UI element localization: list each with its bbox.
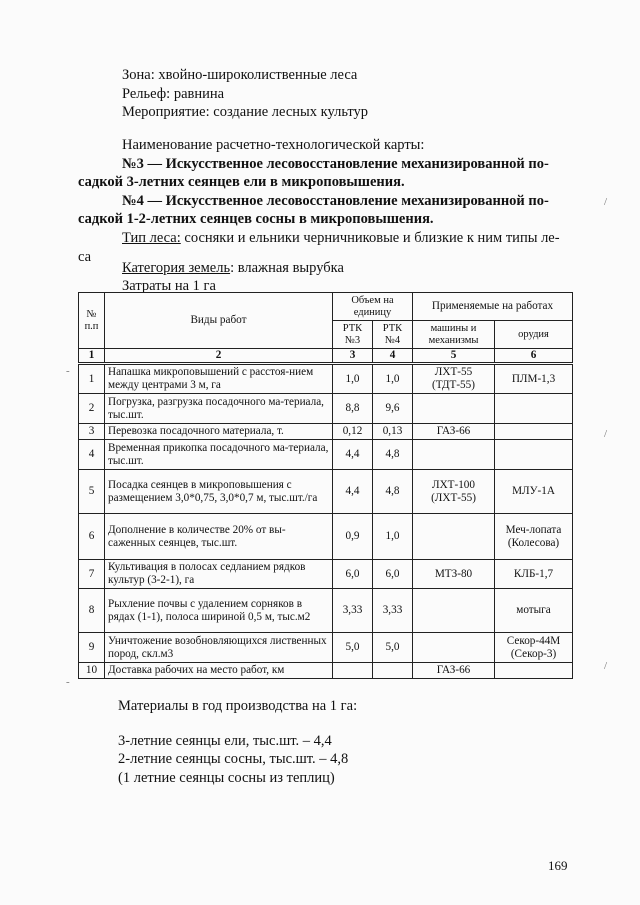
work-name: Культивация в полосах седланием рядков культур (3-2-1), га: [105, 560, 333, 589]
machines-cell: ГАЗ-66: [413, 663, 495, 679]
machines-cell: ГАЗ-66: [413, 424, 495, 440]
land-category-label: Категория земель: [122, 260, 231, 276]
rtk4-value: 6,0: [373, 560, 413, 589]
header-volume: Объем на единицу: [333, 293, 413, 321]
list-item: 3-летние сеянцы ели, тыс.шт. – 4,4: [118, 732, 332, 749]
row-number: 4: [79, 440, 105, 470]
list-item: 2-летние сеянцы сосны, тыс.шт. – 4,8: [118, 751, 349, 767]
tools-cell: Секор-44М (Секор-3): [495, 633, 573, 663]
card-title-block: [78, 136, 578, 229]
forest-type-cont: са: [78, 248, 92, 265]
tools-cell: [495, 394, 573, 424]
header-tools: орудия: [495, 321, 573, 349]
rtk3-value: 4,4: [333, 440, 373, 470]
column-number: 4: [373, 349, 413, 364]
rtk4-value: 0,13: [373, 424, 413, 440]
work-name: Доставка рабочих на место работ, км: [105, 663, 333, 679]
rtk3-value: [333, 663, 373, 679]
row-number: 7: [79, 560, 105, 589]
card-item-3-rest: садкой 3-летних сеянцев ели в микроповышения.: [78, 174, 405, 190]
margin-mark: -: [66, 676, 70, 688]
machines-cell: ЛХТ-100 (ЛХТ-55): [413, 470, 495, 514]
tools-cell: Меч-лопата (Колесова): [495, 514, 573, 560]
card-caption: Наименование расчетно-технологической карты:: [122, 137, 425, 153]
margin-mark: /: [604, 660, 608, 672]
zone-line: Зона: хвойно-широколиственные леса: [122, 67, 358, 83]
table-row: [79, 633, 573, 663]
rtk4-value: 4,8: [373, 470, 413, 514]
table-row: [79, 470, 573, 514]
column-number: 1: [79, 349, 105, 364]
card-item-3-lead: №3 — Искусственное лесовосстановление механизированной по-: [122, 155, 549, 172]
measure-line: Мероприятие: создание лесных культур: [122, 104, 369, 120]
machines-cell: [413, 440, 495, 470]
rtk3-value: 0,12: [333, 424, 373, 440]
margin-mark: -: [66, 365, 70, 377]
rtk3-value: 8,8: [333, 394, 373, 424]
machines-cell: [413, 514, 495, 560]
work-name: Дополнение в количестве 20% от вы-саженных сеянцев, тыс.шт.: [105, 514, 333, 560]
land-category: [122, 259, 344, 295]
rtk3-value: 4,4: [333, 470, 373, 514]
card-item-4-lead: №4 — Искусственное лесовосстановление механизированной по-: [122, 192, 549, 209]
work-name: Уничтожение возобновляющихся лиственных пород, скл.м3: [105, 633, 333, 663]
machines-cell: МТЗ-80: [413, 560, 495, 589]
card-item-4-rest: садкой 1-2-летних сеянцев сосны в микроповышения.: [78, 211, 434, 227]
machines-cell: ЛХТ-55 (ТДТ-55): [413, 364, 495, 394]
row-number: 10: [79, 663, 105, 679]
header-works: Виды работ: [105, 293, 333, 349]
tools-cell: КЛБ-1,7: [495, 560, 573, 589]
materials-block: [118, 697, 357, 787]
row-number: 2: [79, 394, 105, 424]
header-applied: Применяемые на работах: [413, 293, 573, 321]
tools-cell: [495, 663, 573, 679]
table-row: [79, 663, 573, 679]
site-conditions: [122, 66, 368, 122]
table-row: [79, 589, 573, 633]
rtk4-value: 1,0: [373, 364, 413, 394]
rtk3-value: 5,0: [333, 633, 373, 663]
table-row: [79, 560, 573, 589]
tools-cell: [495, 424, 573, 440]
page-number: 169: [548, 858, 568, 873]
row-number: 9: [79, 633, 105, 663]
tools-cell: ПЛМ-1,3: [495, 364, 573, 394]
column-number: 6: [495, 349, 573, 364]
forest-type-text: сосняки и ельники черничниковые и близкие к ним типы ле-: [180, 230, 560, 246]
rtk3-value: 3,33: [333, 589, 373, 633]
land-category-text: : влажная вырубка: [230, 260, 344, 276]
row-number: 1: [79, 364, 105, 394]
row-number: 5: [79, 470, 105, 514]
rtk3-value: 6,0: [333, 560, 373, 589]
row-number: 6: [79, 514, 105, 560]
materials-heading: Материалы в год производства на 1 га:: [118, 698, 358, 714]
table-row: [79, 514, 573, 560]
list-item: (1 летние сеянцы сосны из теплиц): [118, 769, 335, 786]
work-name: Погрузка, разгрузка посадочного ма-териала, тыс.шт.: [105, 394, 333, 424]
column-number: 2: [105, 349, 333, 364]
materials-list: [118, 732, 357, 788]
works-table: [78, 292, 573, 679]
forest-type-label: Тип леса:: [122, 230, 181, 246]
machines-cell: [413, 589, 495, 633]
work-name: Рыхление почвы с удалением сорняков в рядах (1-1), полоса шириной 0,5 м, тыс.м2: [105, 589, 333, 633]
relief-line: Рельеф: равнина: [122, 85, 225, 102]
work-name: Напашка микроповышений с расстоя-нием между центрами 3 м, га: [105, 364, 333, 394]
rtk3-value: 0,9: [333, 514, 373, 560]
costs-line: Затраты на 1 га: [122, 278, 216, 294]
margin-mark: /: [604, 428, 608, 440]
work-name: Временная прикопка посадочного ма-териала, тыс.шт.: [105, 440, 333, 470]
table-row: [79, 424, 573, 440]
rtk4-value: [373, 663, 413, 679]
margin-mark: /: [604, 196, 608, 208]
rtk3-value: 1,0: [333, 364, 373, 394]
card-item-3: [78, 155, 578, 192]
header-rtk4: РТК №4: [373, 321, 413, 349]
rtk4-value: 1,0: [373, 514, 413, 560]
card-item-4: [78, 192, 578, 229]
rtk4-value: 3,33: [373, 589, 413, 633]
rtk4-value: 5,0: [373, 633, 413, 663]
work-name: Перевозка посадочного материала, т.: [105, 424, 333, 440]
machines-cell: [413, 633, 495, 663]
row-number: 3: [79, 424, 105, 440]
rtk4-value: 9,6: [373, 394, 413, 424]
tools-cell: мотыга: [495, 589, 573, 633]
tools-cell: [495, 440, 573, 470]
table-row: [79, 440, 573, 470]
header-machines: машины и механизмы: [413, 321, 495, 349]
work-name: Посадка сеянцев в микроповышения с размещением 3,0*0,75, 3,0*0,7 м, тыс.шт./га: [105, 470, 333, 514]
table-row: [79, 364, 573, 394]
column-number: 5: [413, 349, 495, 364]
tools-cell: МЛУ-1А: [495, 470, 573, 514]
table-row: [79, 394, 573, 424]
header-rtk3: РТК №3: [333, 321, 373, 349]
machines-cell: [413, 394, 495, 424]
row-number: 8: [79, 589, 105, 633]
rtk4-value: 4,8: [373, 440, 413, 470]
column-number: 3: [333, 349, 373, 364]
header-number: № п.п: [79, 293, 105, 349]
